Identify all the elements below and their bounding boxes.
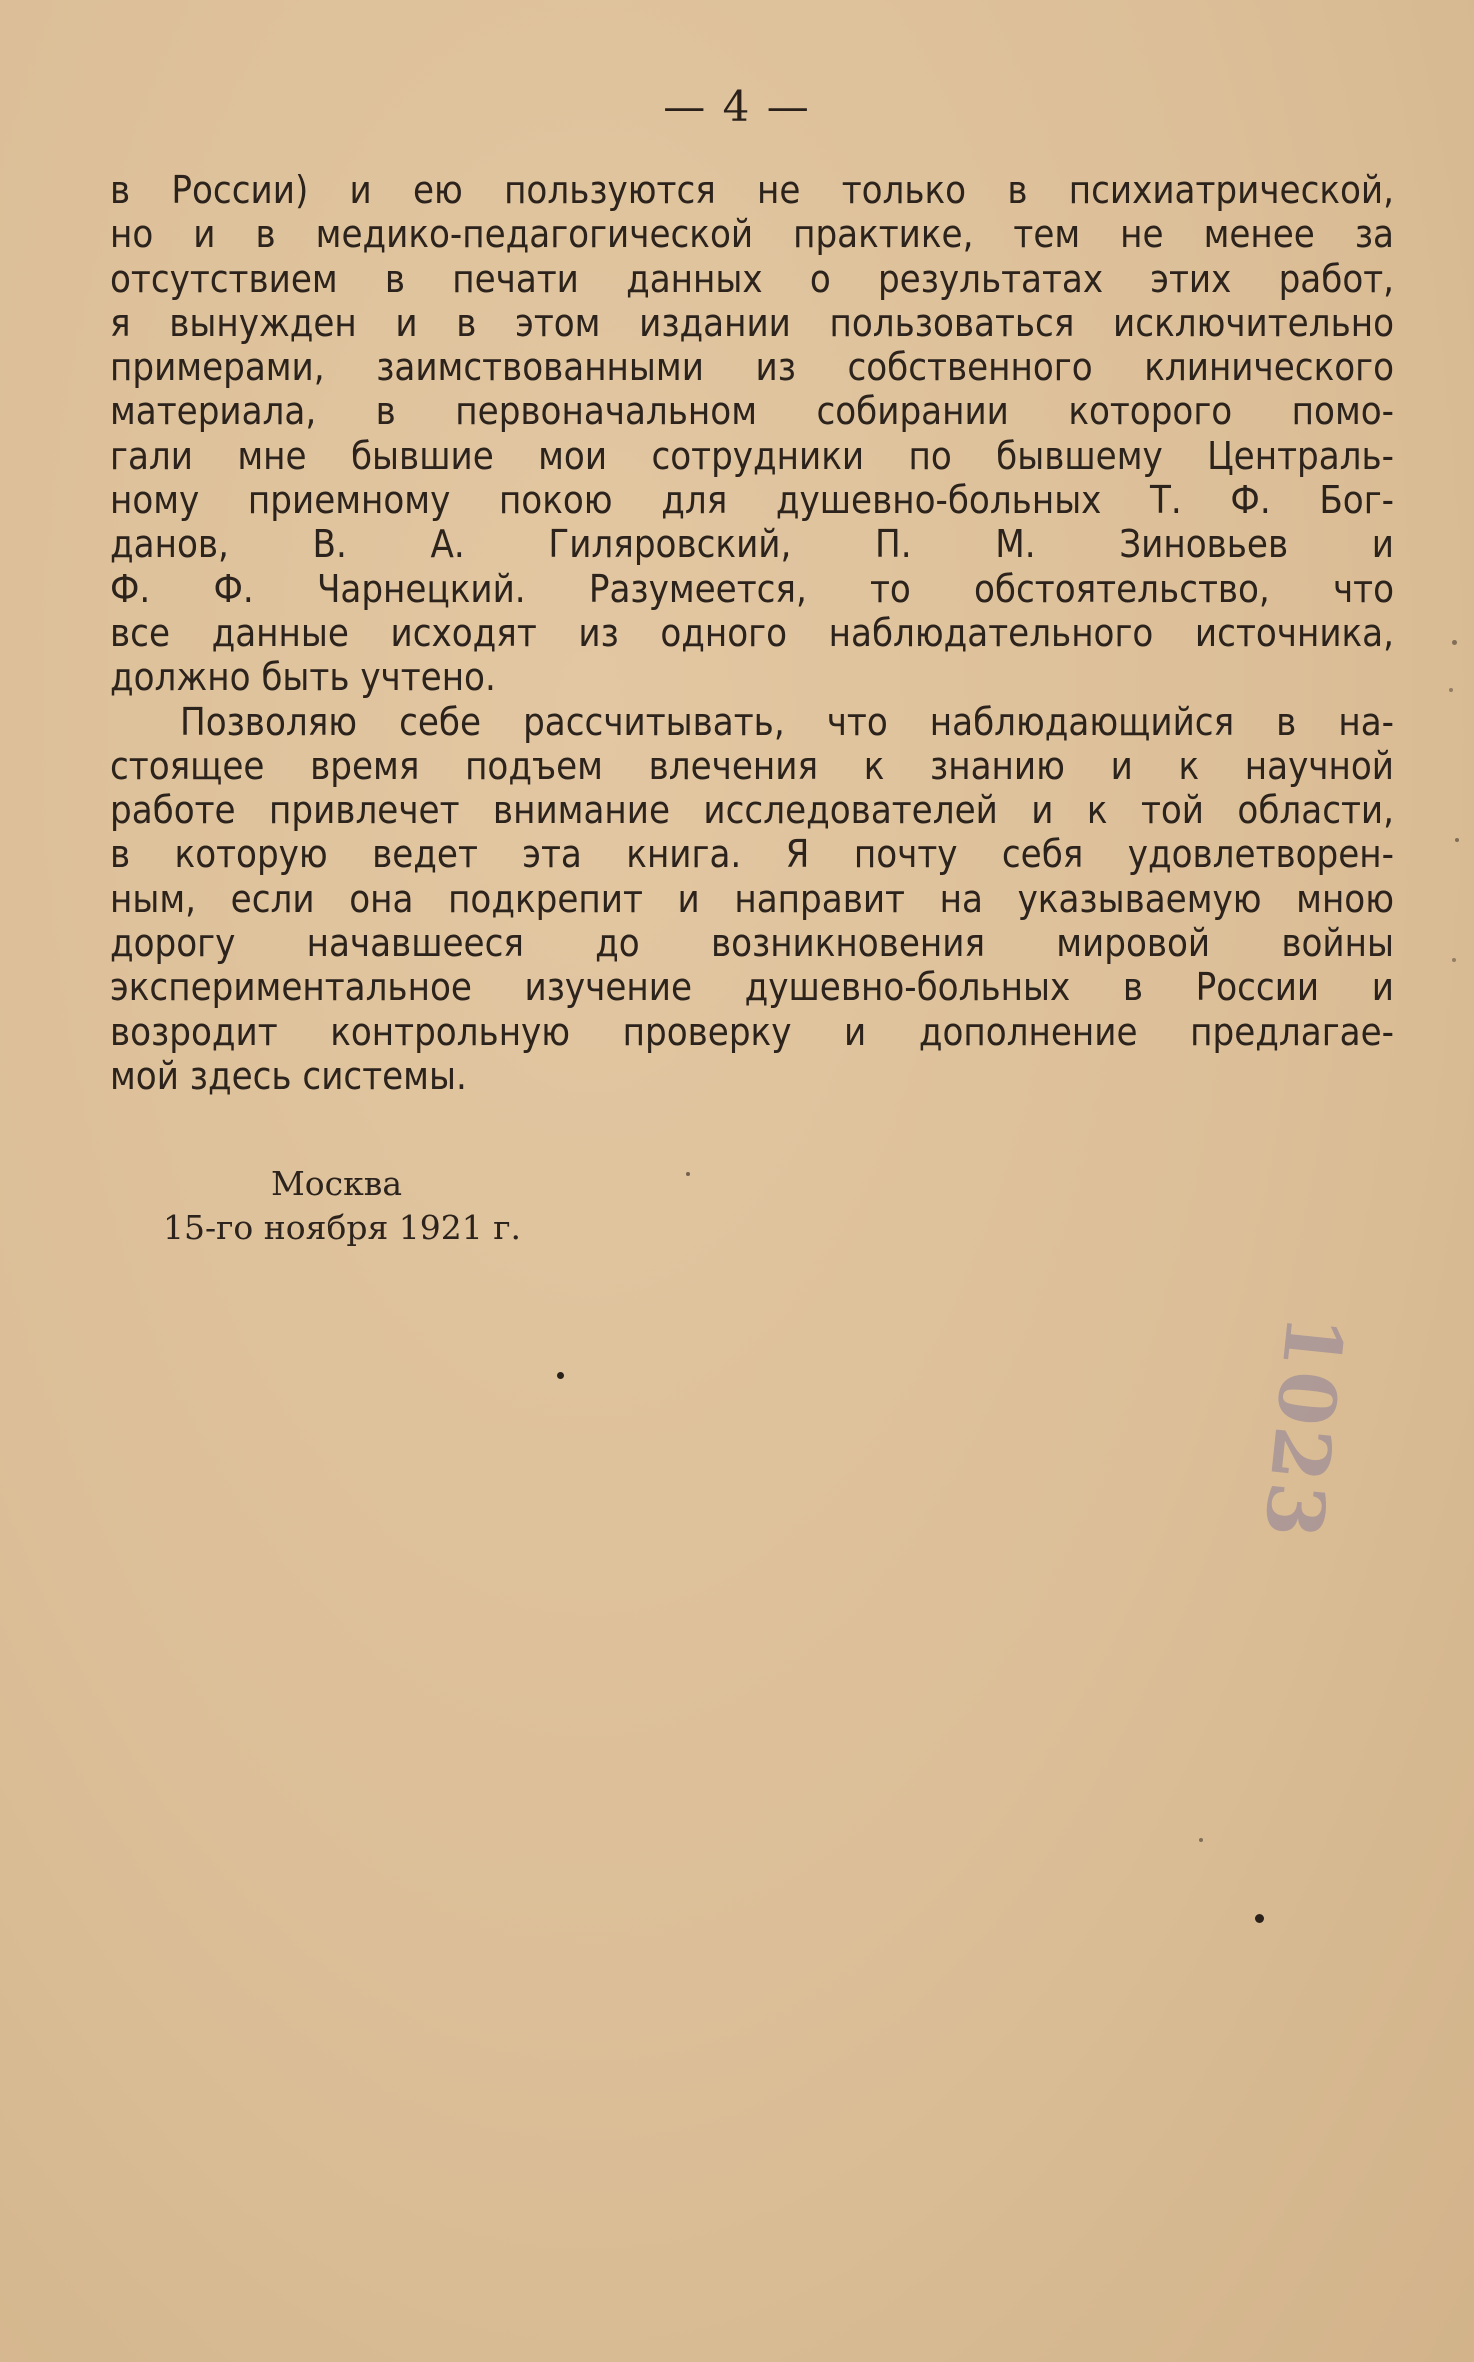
- text-line: мой здесь системы.: [110, 1053, 467, 1098]
- text-line: Ф. Ф. Чарнецкий. Разумеется, то обстоятельство, что: [110, 566, 1394, 611]
- body-text: [110, 168, 1394, 1098]
- text-line: все данные исходят из одного наблюдательного источника,: [110, 610, 1394, 655]
- text-line: примерами, заимствованными из собственного клинического: [110, 345, 1394, 390]
- text-line: ным, если она подкрепит и направит на указываемую мною: [110, 876, 1394, 921]
- ink-stamp: 1023: [1245, 1310, 1360, 1544]
- print-speck: [686, 1172, 690, 1176]
- text-line: дорогу начавшееся до возникновения мировой войны: [110, 921, 1394, 966]
- text-line: данов, В. А. Гиляровский, П. М. Зиновьев и: [110, 522, 1394, 567]
- text-line: должно быть учтено.: [110, 655, 496, 700]
- text-line: работе привлечет внимание исследователей и к той области,: [110, 788, 1394, 833]
- signature-block: [163, 1162, 521, 1250]
- signature-city: Москва: [271, 1164, 403, 1203]
- text-line: материала, в первоначальном собирании которого помо-: [110, 389, 1394, 434]
- print-speck: [1452, 958, 1456, 962]
- text-line: возродит контрольную проверку и дополнение предлагае-: [110, 1009, 1394, 1054]
- print-speck: [557, 1372, 564, 1379]
- print-speck: [1455, 838, 1459, 842]
- text-line: гали мне бывшие мои сотрудники по бывшему Централь-: [110, 433, 1394, 478]
- text-line: Позволяю себе рассчитывать, что наблюдающийся в на-: [180, 699, 1394, 744]
- print-speck: [1255, 1914, 1264, 1923]
- text-line: ному приемному покою для душевно-больных Т. Ф. Бог-: [110, 478, 1394, 523]
- text-line: экспериментальное изучение душевно-больных в России и: [110, 965, 1394, 1010]
- text-line: я вынужден и в этом издании пользоваться исключительно: [110, 300, 1394, 345]
- text-line: отсутствием в печати данных о результатах этих работ,: [110, 256, 1394, 301]
- print-speck: [1199, 1838, 1203, 1842]
- text-line: но и в медико-педагогической практике, тем не менее за: [110, 212, 1394, 257]
- page-number: — 4 —: [663, 82, 811, 131]
- text-line: в России) и ею пользуются не только в психиатрической,: [110, 168, 1394, 212]
- print-speck: [1452, 640, 1457, 645]
- text-line: в которую ведет эта книга. Я почту себя удовлетворен-: [110, 832, 1394, 877]
- signature-date: 15-го ноября 1921 г.: [163, 1208, 522, 1247]
- text-line: стоящее время подъем влечения к знанию и к научной: [110, 743, 1394, 788]
- print-speck: [1449, 688, 1453, 692]
